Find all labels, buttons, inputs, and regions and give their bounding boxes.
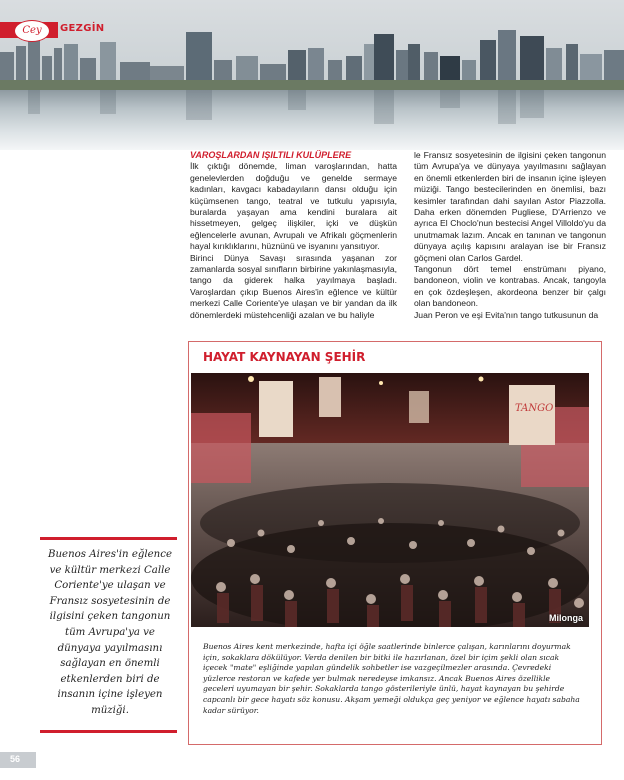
article-column-left	[190, 150, 397, 321]
milonga-crowd-image	[191, 373, 589, 627]
article-paragraph: le Fransız sosyetesinin de ilgisini çeken tangonun tüm Avrupa'ya ve dünyaya yayılmasını sağlayan en önemli etkenlerden biri de insanın içine işleyen müziği. Tango bestecilerinden en önemlisi, bazı kesimler tarafından dahi sayılan Astor Piazzolla. Daha erken dönemden Pugliese, D'Arrienzo ve ayrıca El Choclo'nun bestecisi Angel Villoldo'yu da unutmamak lazım. Ancak en tanınan ve tangonun dünyaya açılış kapısını aralayan ise bir Fransız göçmeni olan Carlos Gardel.	[414, 150, 606, 263]
article-paragraph: İlk çıktığı dönemde, liman varoşlarından, hatta genelevlerden doğduğu ve genelde sermaye kadınları, kavgacı kabadayıların dansı olduğu için küçümsenen tango, teatral ve tutkulu yapısıyla, buralarda yaşayan ama kendini buralara ait hissetmeyen, gelgeç ilişkiler, içki ve düşkün eğlencelerle avunan, Avrupalı ve Afrikalı göçmenlerin hayal kırıklıklarını, hüznünü ve isyanını yansıtıyor.	[190, 161, 397, 252]
article-subheading: VAROŞLARDAN IŞILTILI KULÜPLERE	[190, 150, 352, 160]
photo-label: Milonga	[549, 613, 583, 623]
article-paragraph: Juan Peron ve eşi Evita'nın tango tutkusunun da	[414, 309, 599, 320]
quote-rule-bottom	[40, 730, 177, 733]
city-skyline-image	[0, 0, 624, 92]
page-number-tab	[0, 752, 36, 768]
quote-rule-top	[40, 537, 177, 540]
feature-caption: Buenos Aires kent merkezinde, hafta içi öğle saatlerinde binlerce çalışan, karınlarını doyurmak için, sokaklara dökülüyor. Verda denilen bir bitki ile hazırlanan, özel bir içim şekli olan sıcak içecek "mate" eşliğinde yapılan gündelik sohbetler ise vazgeçilmezler arasında. Çevredeki yüzlerce restoran ve kafede yer bulmak neredeyse imkansız. Ancak Buenos Aires özellikle geceleri uyumayan bir şehir. Sokaklarda tango gösterileriyle ünlü, hayat kaynayan bu şehirde capcanlı bir gece hayatı söz konusu. Akşam yemeği oldukça geç yeniyor ve eğlence hayatı sabaha kadar sürüyor.	[203, 642, 580, 715]
reflection-image	[0, 90, 624, 140]
page-number: 56	[10, 754, 21, 764]
section-label: GEZGİN	[60, 23, 105, 34]
article-paragraph: Tangonun dört temel enstrümanı piyano, bandoneon, violin ve kontrabas. Ancak, tangoyla en çok özdeşleşen, akordeona benzer bir çalgı olan bandoneon.	[414, 264, 606, 309]
feature-title: HAYAT KAYNAYAN ŞEHİR	[203, 350, 366, 364]
article-paragraph: Birinci Dünya Savaşı sırasında yaşanan zor zamanlarda sosyal sınıfların birbirine yakınlaşmasıyla, tango da giderek halka yayılmaya başladı. Varoşlardan çıkıp Buenos Aires'in eğlence ve kültür merkezi Calle Coriente'ye ulaşan ve bir yandan da ilk dönemlerdeki müstehcenliği azalan ve bu haliyle	[190, 252, 397, 320]
milonga-photo	[191, 373, 589, 627]
magazine-logo: Cey	[14, 20, 50, 42]
skyline-banner	[0, 0, 624, 150]
feature-header	[189, 342, 601, 372]
article-column-right	[414, 150, 606, 321]
pull-quote: Buenos Aires'in eğlence ve kültür merkezi Calle Coriente'ye ulaşan ve Fransız sosyetesinin de ilgisini çeken tangonun tüm Avrupa'ya ve dünyaya yayılmasını sağlayan en önemli etkenlerden biri de insanın içine işleyen müziği.	[48, 549, 172, 716]
feature-box	[188, 341, 602, 745]
tango-sign-text: TANGO	[515, 403, 554, 414]
